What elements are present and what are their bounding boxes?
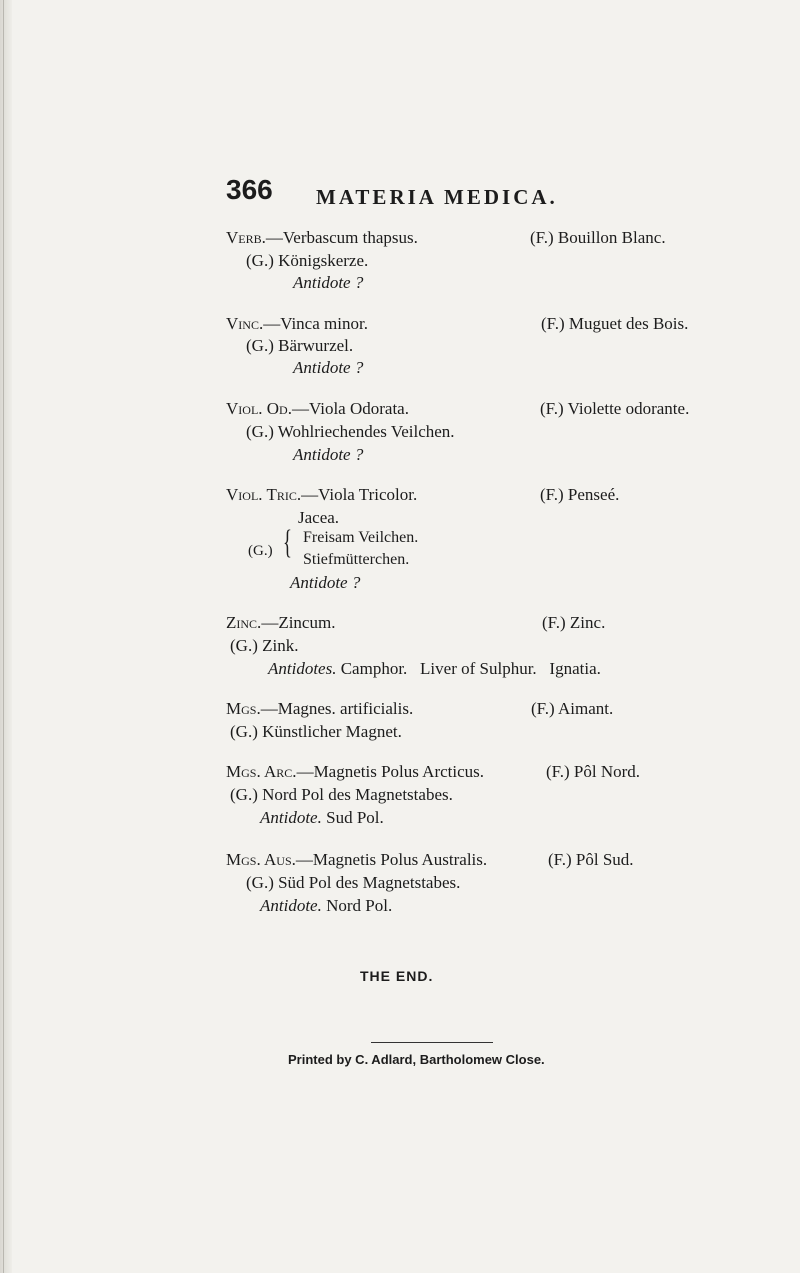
- entry-viol-od-french: (F.) Violette odorante.: [540, 399, 690, 418]
- entry-vinc-abbr: Vinc.: [226, 314, 264, 333]
- entry-verb-latin: —Verbascum thapsus.: [265, 228, 418, 247]
- entry-verb-french: (F.) Bouillon Blanc.: [530, 228, 666, 247]
- entry-mgs-arc-abbr: Mgs. Arc.: [226, 762, 297, 781]
- entry-mgs-german: (G.) Künstlicher Magnet.: [230, 722, 402, 741]
- entry-mgs-arc-german: (G.) Nord Pol des Magnetstabes.: [230, 785, 453, 804]
- entry-viol-od-abbr: Viol. Od.: [226, 399, 292, 418]
- entry-zinc-german: (G.) Zink.: [230, 636, 299, 655]
- entry-verb-antidote: Antidote ?: [293, 273, 364, 292]
- entry-viol-tric-german-prefix: (G.): [248, 543, 273, 559]
- entry-vinc-latin: —Vinca minor.: [263, 314, 368, 333]
- entry-mgs-abbr: Mgs.: [226, 699, 261, 718]
- brace-icon: {: [283, 524, 292, 561]
- page-edge-line: [3, 0, 4, 1273]
- entry-mgs-aus-abbr: Mgs. Aus.: [226, 850, 296, 869]
- divider-rule: [371, 1042, 493, 1043]
- entry-vinc-french: (F.) Muguet des Bois.: [541, 314, 689, 333]
- the-end: THE END.: [360, 968, 434, 984]
- entry-viol-tric-latin2: Jacea.: [298, 508, 340, 527]
- entry-mgs-aus-german: (G.) Süd Pol des Magnetstabes.: [246, 873, 461, 892]
- entry-viol-tric-french: (F.) Penseé.: [540, 485, 620, 504]
- entry-mgs-aus-french: (F.) Pôl Sud.: [548, 850, 634, 869]
- entry-vinc-heading: [226, 314, 368, 334]
- entry-zinc-heading: [226, 613, 335, 633]
- entry-mgs-latin: —Magnes. artificialis.: [260, 699, 414, 718]
- printer-imprint: Printed by C. Adlard, Bartholomew Close.: [288, 1052, 545, 1067]
- entry-mgs-arc-latin: —Magnetis Polus Arcticus.: [296, 762, 485, 781]
- entry-mgs-arc-antidote: [260, 808, 384, 828]
- entry-mgs-arc-french: (F.) Pôl Nord.: [546, 762, 641, 781]
- page-edge: [0, 0, 12, 1273]
- entry-mgs-french: (F.) Aimant.: [531, 699, 614, 718]
- entry-viol-tric-latin: —Viola Tricolor.: [301, 485, 418, 504]
- entry-viol-tric-abbr: Viol. Tric.: [226, 485, 302, 504]
- entry-viol-od-antidote: Antidote ?: [293, 445, 364, 464]
- entry-mgs-aus-antidote: [260, 896, 392, 916]
- entry-mgs-aus-heading: [226, 850, 487, 870]
- entry-verb-abbr: Verb.: [226, 228, 266, 247]
- entry-viol-od-heading: [226, 399, 409, 419]
- entry-viol-tric-german1: Freisam Veilchen.: [303, 529, 419, 546]
- entry-verb-heading: [226, 228, 418, 248]
- entry-zinc-antidotes: [268, 659, 601, 679]
- entry-viol-od-german: (G.) Wohlriechendes Veilchen.: [246, 422, 455, 441]
- entry-viol-od-latin: —Viola Odorata.: [291, 399, 409, 418]
- entry-viol-tric-antidote: Antidote ?: [290, 573, 361, 592]
- page-number: 366: [226, 174, 273, 205]
- entry-zinc-abbr: Zinc.: [226, 613, 262, 632]
- entry-zinc-antidote-list: Camphor. Liver of Sulphur. Ignatia.: [340, 659, 601, 678]
- entry-vinc-antidote: Antidote ?: [293, 358, 364, 377]
- entry-viol-tric-german2: Stiefmütterchen.: [303, 551, 410, 568]
- entry-mgs-aus-latin: —Magnetis Polus Australis.: [295, 850, 488, 869]
- entry-mgs-heading: [226, 699, 413, 719]
- entry-mgs-aus-antidote-label: Antidote.: [260, 896, 322, 915]
- entry-mgs-arc-heading: [226, 762, 484, 782]
- entry-zinc-latin: —Zincum.: [261, 613, 336, 632]
- entry-zinc-antidote-label: Antidotes.: [268, 659, 337, 678]
- entry-zinc-french: (F.) Zinc.: [542, 613, 606, 632]
- running-header: MATERIA MEDICA.: [316, 185, 558, 209]
- entry-mgs-arc-antidote-value: Sud Pol.: [326, 808, 384, 827]
- entry-viol-tric-heading: [226, 485, 417, 505]
- entry-mgs-aus-antidote-value: Nord Pol.: [326, 896, 393, 915]
- entry-vinc-german: (G.) Bärwurzel.: [246, 336, 354, 355]
- entry-mgs-arc-antidote-label: Antidote.: [260, 808, 322, 827]
- entry-verb-german: (G.) Königskerze.: [246, 251, 369, 270]
